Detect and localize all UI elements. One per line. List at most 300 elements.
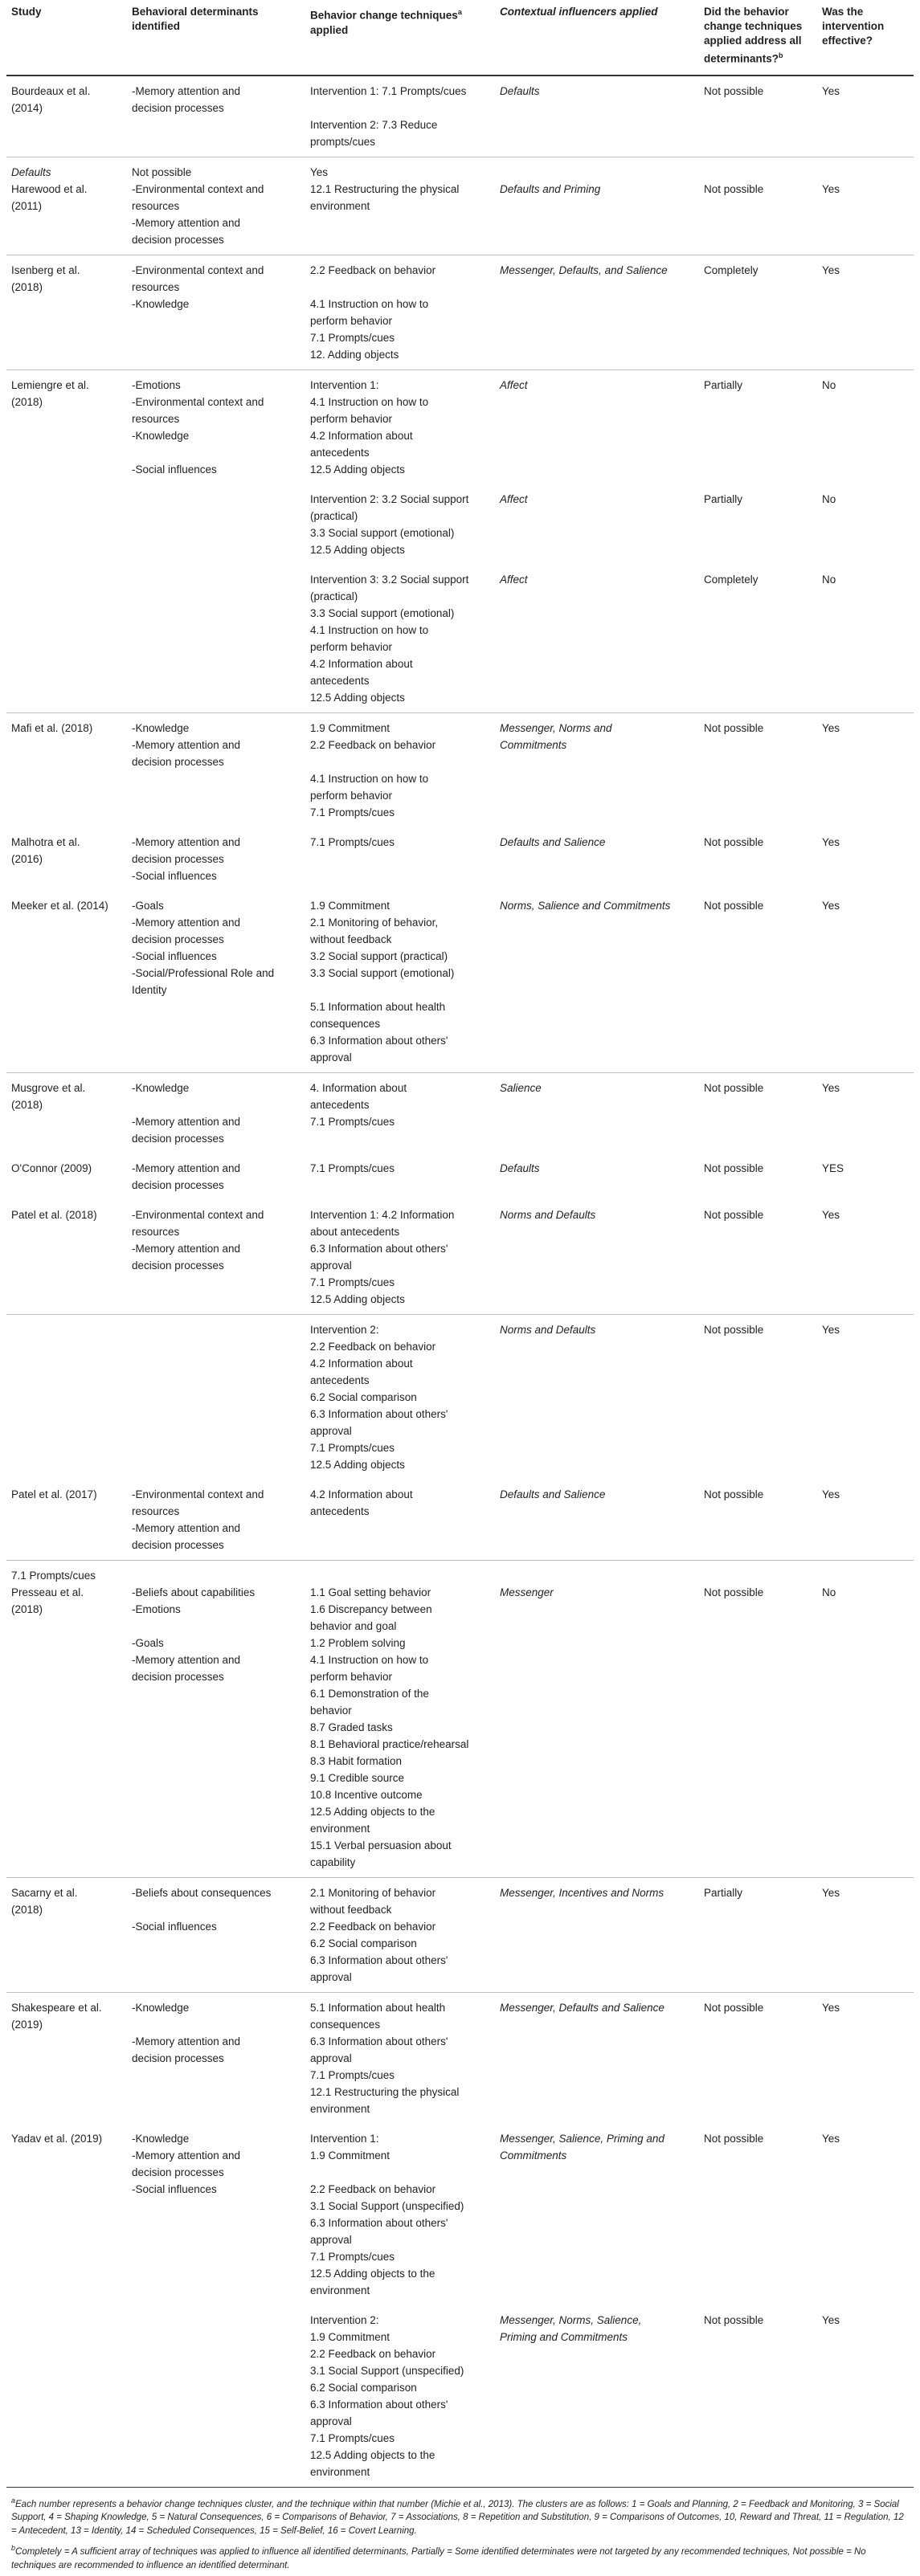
cell-line: about antecedents xyxy=(310,1225,400,1238)
table-row xyxy=(6,157,914,255)
cell-study xyxy=(6,157,127,255)
cell-line: YES xyxy=(822,1161,844,1174)
cell-study xyxy=(6,827,127,891)
cell-line: 5.1 Information about health xyxy=(310,2001,446,2014)
cell-effective xyxy=(817,255,914,369)
cell-line: Intervention 1: 7.1 Prompts/cues xyxy=(310,84,467,97)
cell-determinants xyxy=(127,157,305,255)
cell-line: 10.8 Incentive outcome xyxy=(310,1788,423,1801)
cell-line: Messenger, Incentives and Norms xyxy=(500,1886,664,1899)
cell-line: environment xyxy=(310,199,370,212)
cell-line xyxy=(132,1096,301,1113)
cell-line: antecedents xyxy=(310,1504,370,1517)
cell-line: resources xyxy=(132,199,180,212)
cell-line: 4.2 Information about xyxy=(310,657,413,670)
cell-line: (2018) xyxy=(11,1098,43,1111)
cell-line: perform behavior xyxy=(310,412,393,425)
cell-line: 7.1 Prompts/cues xyxy=(310,1161,395,1174)
cell-techniques xyxy=(305,157,495,255)
cell-effective xyxy=(817,1877,914,1992)
cell-line: resources xyxy=(132,280,180,293)
cell-line: Yes xyxy=(822,1081,840,1094)
cell-line: 3.3 Social support (emotional) xyxy=(310,606,455,619)
table-row xyxy=(6,2124,914,2305)
cell-line: approval xyxy=(310,2051,352,2064)
cell-line: 6.3 Information about others' xyxy=(310,2216,448,2229)
cell-study xyxy=(6,1072,127,1153)
cell-line: -Beliefs about consequences xyxy=(132,1886,272,1899)
footnotes xyxy=(6,2487,914,2574)
cell-study xyxy=(6,1153,127,1200)
cell-line: 12.5 Adding objects xyxy=(310,1458,405,1471)
cell-address xyxy=(699,1072,817,1153)
cell-line: Commitments xyxy=(500,738,567,751)
cell-line: decision processes xyxy=(132,233,224,246)
cell-line: 7.1 Prompts/cues xyxy=(310,1276,395,1288)
cell-line: Not possible xyxy=(704,2313,764,2326)
cell-line: 7.1 Prompts/cues xyxy=(310,2250,395,2263)
table-row xyxy=(6,1153,914,1200)
cell-line: 1.9 Commitment xyxy=(310,899,390,912)
header-address: Did the behavior change techniques applied address all determinants?$^b$ xyxy=(699,0,817,76)
table-row xyxy=(6,1314,914,1480)
cell-line xyxy=(822,164,909,181)
cell-line: Intervention 2: 7.3 Reduce xyxy=(310,118,438,131)
cell-line: (2018) xyxy=(11,395,43,408)
table-row xyxy=(6,1560,914,1877)
cell-line: antecedents xyxy=(310,674,370,687)
cell-line: 12. Adding objects xyxy=(310,348,399,361)
cell-line xyxy=(704,164,812,181)
cell-line: Affect xyxy=(500,573,528,586)
cell-effective xyxy=(817,484,914,565)
cell-line: Not possible xyxy=(704,1208,764,1221)
cell-line: Yadav et al. (2019) xyxy=(11,2132,103,2145)
cell-determinants xyxy=(127,369,305,484)
cell-line: -Knowledge xyxy=(132,429,190,442)
cell-techniques xyxy=(305,1877,495,1992)
cell-study xyxy=(6,1992,127,2124)
cell-techniques xyxy=(305,891,495,1073)
cell-line: 1.9 Commitment xyxy=(310,2330,390,2343)
cell-line: 5.1 Information about health xyxy=(310,1000,446,1013)
cell-line: 2.2 Feedback on behavior xyxy=(310,738,436,751)
cell-line: Not possible xyxy=(704,835,764,848)
cell-line: approval xyxy=(310,1259,352,1272)
cell-techniques xyxy=(305,1153,495,1200)
cell-line: 7.1 Prompts/cues xyxy=(310,2068,395,2081)
cell-line: Yes xyxy=(822,263,840,276)
cell-determinants xyxy=(127,1200,305,1315)
cell-line: Patel et al. (2017) xyxy=(11,1488,97,1500)
cell-line: -Beliefs about capabilities xyxy=(132,1586,256,1598)
cell-contextual xyxy=(495,712,699,827)
cell-line: Yes xyxy=(822,899,840,912)
cell-determinants xyxy=(127,1072,305,1153)
cell-line: -Goals xyxy=(132,1636,164,1649)
table-row xyxy=(6,891,914,1073)
cell-effective xyxy=(817,1314,914,1480)
cell-line: Commitments xyxy=(500,2149,567,2162)
cell-determinants xyxy=(127,565,305,713)
cell-line: Defaults xyxy=(500,1161,540,1174)
cell-contextual xyxy=(495,1153,699,1200)
cell-address xyxy=(699,484,817,565)
cell-address xyxy=(699,1200,817,1315)
cell-line xyxy=(310,1567,490,1584)
cell-effective xyxy=(817,1992,914,2124)
cell-line: -Emotions xyxy=(132,1602,181,1615)
cell-line: Sacarny et al. xyxy=(11,1886,78,1899)
cell-address xyxy=(699,2305,817,2487)
cell-line: Yes xyxy=(822,1488,840,1500)
cell-line: 4.1 Instruction on how to xyxy=(310,297,429,310)
cell-effective xyxy=(817,891,914,1073)
cell-study xyxy=(6,1480,127,1561)
cell-line: decision processes xyxy=(132,1178,224,1191)
cell-line: approval xyxy=(310,2415,352,2427)
cell-line: decision processes xyxy=(132,1259,224,1272)
cell-line: 6.3 Information about others' xyxy=(310,2035,448,2047)
cell-line: No xyxy=(822,573,836,586)
cell-techniques xyxy=(305,1200,495,1315)
cell-line: 3.1 Social Support (unspecified) xyxy=(310,2199,464,2212)
cell-line: Defaults and Salience xyxy=(500,835,606,848)
cell-techniques xyxy=(305,1072,495,1153)
cell-line: 6.2 Social comparison xyxy=(310,2381,417,2394)
footnote: $^b$Completely = A sufficient array of techniques was applied to influence all identified determinants, Partially = Some identified determinates were not targeted by any recommended techniques, Not possible = No techniques are recommended to influence an identified determinant. xyxy=(11,2544,866,2571)
footnote: $^a$Each number represents a behavior change techniques cluster, and the technique within that number (Michie et al., 2013). The clusters are as follows: 1 = Goals and Planning, 2 = Feedback and Monitoring, 3 = Social Support, 4 = Shaping Knowledge, 5 = Natural Consequences, 6 = Comparisons of Behavior, 7 = Associations, 8 = Repetition and Substitution, 9 = Comparisons of Outcomes, 10, Reward and Threat, 11 = Regulation, 12 = Antecedent, 13 = Identity, 14 = Scheduled Consequences, 15 = Self-Belief, 16 = Covert Learning. xyxy=(11,2496,904,2537)
cell-line: (2018) xyxy=(11,280,43,293)
study-table xyxy=(6,0,914,2487)
cell-line: environment xyxy=(310,1822,370,1835)
cell-address xyxy=(699,2124,817,2305)
cell-line: Yes xyxy=(822,2313,840,2326)
cell-line: decision processes xyxy=(132,2166,224,2178)
cell-effective xyxy=(817,1560,914,1877)
cell-line: 2.2 Feedback on behavior xyxy=(310,263,436,276)
cell-line: (2018) xyxy=(11,1602,43,1615)
cell-line: Not possible xyxy=(704,2132,764,2145)
table-row xyxy=(6,76,914,157)
cell-address xyxy=(699,1314,817,1480)
cell-line: 4.1 Instruction on how to xyxy=(310,395,429,408)
cell-line: -Memory attention and xyxy=(132,84,241,97)
cell-address xyxy=(699,1560,817,1877)
cell-contextual xyxy=(495,827,699,891)
cell-determinants xyxy=(127,484,305,565)
cell-contextual xyxy=(495,1480,699,1561)
cell-line xyxy=(132,1901,301,1918)
cell-line: (2014) xyxy=(11,101,43,114)
cell-line: Messenger, Defaults, and Salience xyxy=(500,263,668,276)
cell-line: 8.1 Behavioral practice/rehearsal xyxy=(310,1737,469,1750)
cell-line: 12.5 Adding objects xyxy=(310,463,405,476)
cell-line: 6.1 Demonstration of the xyxy=(310,1687,429,1700)
cell-line: 7.1 Prompts/cues xyxy=(310,2431,395,2444)
cell-study xyxy=(6,255,127,369)
cell-line: Defaults xyxy=(500,84,540,97)
cell-line: Yes xyxy=(822,182,840,195)
cell-line: 6.2 Social comparison xyxy=(310,1390,417,1403)
cell-line: -Knowledge xyxy=(132,721,190,734)
cell-line: 6.3 Information about others' xyxy=(310,1242,448,1255)
cell-line: Defaults and Salience xyxy=(500,1488,606,1500)
cell-line: Presseau et al. xyxy=(11,1586,84,1598)
cell-line: decision processes xyxy=(132,933,224,945)
cell-line: 7.1 Prompts/cues xyxy=(310,331,395,344)
cell-line: Partially xyxy=(704,378,743,391)
cell-contextual xyxy=(495,369,699,484)
cell-effective xyxy=(817,1153,914,1200)
cell-contextual xyxy=(495,484,699,565)
cell-line: Not possible xyxy=(704,182,764,195)
cell-techniques xyxy=(305,712,495,827)
cell-line: (2018) xyxy=(11,1903,43,1916)
cell-line: 12.5 Adding objects xyxy=(310,691,405,704)
cell-line xyxy=(310,2164,490,2181)
cell-line: environment xyxy=(310,2284,370,2296)
cell-line: 12.1 Restructuring the physical xyxy=(310,2085,460,2098)
cell-line: -Memory attention and xyxy=(132,1653,241,1666)
cell-line: -Social influences xyxy=(132,463,217,476)
cell-techniques xyxy=(305,827,495,891)
cell-line: Norms and Defaults xyxy=(500,1208,596,1221)
table-row xyxy=(6,827,914,891)
cell-line: -Memory attention and xyxy=(132,1161,241,1174)
cell-address xyxy=(699,1992,817,2124)
cell-contextual xyxy=(495,255,699,369)
cell-line: Norms and Defaults xyxy=(500,1323,596,1336)
cell-line: Musgrove et al. xyxy=(11,1081,86,1094)
cell-effective xyxy=(817,565,914,713)
cell-line: Malhotra et al. xyxy=(11,835,80,848)
cell-determinants xyxy=(127,1480,305,1561)
cell-determinants xyxy=(127,827,305,891)
cell-address xyxy=(699,76,817,157)
cell-line: Yes xyxy=(822,1886,840,1899)
cell-effective xyxy=(817,712,914,827)
cell-line: 4.2 Information about xyxy=(310,1357,413,1370)
cell-line: No xyxy=(822,492,836,505)
cell-line: perform behavior xyxy=(310,640,393,653)
cell-contextual xyxy=(495,2305,699,2487)
cell-line: decision processes xyxy=(132,755,224,768)
cell-line: decision processes xyxy=(132,1132,224,1145)
header-row xyxy=(6,0,914,76)
cell-line: (practical) xyxy=(310,509,358,522)
cell-techniques xyxy=(305,1480,495,1561)
cell-techniques xyxy=(305,1992,495,2124)
cell-line: -Memory attention and xyxy=(132,2035,241,2047)
cell-determinants xyxy=(127,1992,305,2124)
table-body xyxy=(6,76,914,2487)
cell-line: Lemiengre et al. xyxy=(11,378,89,391)
cell-address xyxy=(699,369,817,484)
cell-line: Yes xyxy=(822,835,840,848)
cell-determinants xyxy=(127,891,305,1073)
cell-line: 1.2 Problem solving xyxy=(310,1636,406,1649)
cell-study xyxy=(6,1200,127,1315)
cell-line: 7.1 Prompts/cues xyxy=(310,835,395,848)
cell-techniques xyxy=(305,1314,495,1480)
cell-line: Messenger, Norms, Salience, xyxy=(500,2313,642,2326)
cell-line: 4.1 Instruction on how to xyxy=(310,1653,429,1666)
table-row xyxy=(6,1480,914,1561)
cell-line: resources xyxy=(132,412,180,425)
cell-line: Identity xyxy=(132,983,167,996)
cell-study xyxy=(6,369,127,484)
cell-line: -Social influences xyxy=(132,869,217,882)
cell-techniques xyxy=(305,484,495,565)
cell-line: Not possible xyxy=(704,1323,764,1336)
cell-effective xyxy=(817,1072,914,1153)
cell-line xyxy=(310,100,490,116)
cell-line: 3.2 Social support (practical) xyxy=(310,949,448,962)
cell-line: Messenger, Defaults and Salience xyxy=(500,2001,664,2014)
cell-line: 3.3 Social support (emotional) xyxy=(310,526,455,539)
cell-line: Mafi et al. (2018) xyxy=(11,721,93,734)
cell-determinants xyxy=(127,2124,305,2305)
cell-line: 7.1 Prompts/cues xyxy=(310,1441,395,1454)
cell-line: without feedback xyxy=(310,1903,392,1916)
cell-study xyxy=(6,1560,127,1877)
cell-effective xyxy=(817,76,914,157)
cell-line: -Knowledge xyxy=(132,2001,190,2014)
cell-techniques xyxy=(305,565,495,713)
cell-line: 3.3 Social support (emotional) xyxy=(310,966,455,979)
cell-line: Affect xyxy=(500,378,528,391)
cell-determinants xyxy=(127,76,305,157)
cell-line: -Environmental context and xyxy=(132,395,264,408)
table-row xyxy=(6,1877,914,1992)
cell-line: Affect xyxy=(500,492,528,505)
cell-line: -Memory attention and xyxy=(132,1115,241,1128)
cell-line: 1.9 Commitment xyxy=(310,2149,390,2162)
cell-line: capability xyxy=(310,1855,356,1868)
cell-line: Not possible xyxy=(704,721,764,734)
cell-line: Yes xyxy=(822,2132,840,2145)
cell-line: O'Connor (2009) xyxy=(11,1161,92,1174)
cell-contextual xyxy=(495,565,699,713)
cell-contextual xyxy=(495,1072,699,1153)
cell-line: Not possible xyxy=(704,2001,764,2014)
cell-line xyxy=(132,1567,301,1584)
cell-line: 2.2 Feedback on behavior xyxy=(310,2182,436,2195)
cell-line: resources xyxy=(132,1225,180,1238)
cell-line: -Memory attention and xyxy=(132,1521,241,1534)
cell-line: Bourdeaux et al. xyxy=(11,84,91,97)
cell-study xyxy=(6,2124,127,2305)
cell-line: Yes xyxy=(822,1323,840,1336)
cell-line: 7.1 Prompts/cues xyxy=(310,1115,395,1128)
header-effective: Was the intervention effective? xyxy=(817,0,914,76)
cell-line: prompts/cues xyxy=(310,135,376,148)
cell-line: Harewood et al. xyxy=(11,182,88,195)
cell-line: 6.3 Information about others' xyxy=(310,1407,448,1420)
cell-line: No xyxy=(822,1586,836,1598)
header-contextual: Contextual influencers applied xyxy=(495,0,699,76)
cell-line: antecedents xyxy=(310,1098,370,1111)
cell-line: 8.7 Graded tasks xyxy=(310,1721,393,1733)
cell-line: -Social influences xyxy=(132,949,217,962)
cell-effective xyxy=(817,827,914,891)
table-row xyxy=(6,1072,914,1153)
cell-line: 6.3 Information about others' xyxy=(310,1034,448,1047)
cell-line: Intervention 2: xyxy=(310,1323,379,1336)
cell-line: antecedents xyxy=(310,446,370,459)
cell-determinants xyxy=(127,1877,305,1992)
cell-line: Not possible xyxy=(704,1586,764,1598)
table-row xyxy=(6,484,914,565)
cell-line: (2011) xyxy=(11,199,43,212)
cell-line: 2.2 Feedback on behavior xyxy=(310,1920,436,1933)
cell-effective xyxy=(817,369,914,484)
table-row xyxy=(6,369,914,484)
cell-line: Shakespeare et al. xyxy=(11,2001,102,2014)
table-row xyxy=(6,1200,914,1315)
header-determinants: Behavioral determinants identified xyxy=(127,0,305,76)
cell-line: Defaults xyxy=(11,165,51,178)
cell-line: Messenger, Salience, Priming and xyxy=(500,2132,664,2145)
cell-line: -Environmental context and xyxy=(132,1488,264,1500)
cell-line: -Environmental context and xyxy=(132,182,264,195)
cell-line: approval xyxy=(310,1424,352,1437)
cell-line: -Memory attention and xyxy=(132,835,241,848)
cell-contextual xyxy=(495,157,699,255)
cell-line: -Knowledge xyxy=(132,1081,190,1094)
cell-line: 1.1 Goal setting behavior xyxy=(310,1586,431,1598)
cell-line xyxy=(822,1567,909,1584)
cell-line: -Knowledge xyxy=(132,297,190,310)
table-row xyxy=(6,1992,914,2124)
cell-determinants xyxy=(127,1314,305,1480)
cell-line xyxy=(132,2016,301,2033)
cell-line: 12.1 Restructuring the physical xyxy=(310,182,460,195)
cell-line: 2.1 Monitoring of behavior, xyxy=(310,916,439,929)
cell-line: consequences xyxy=(310,2018,381,2031)
cell-line: 6.3 Information about others' xyxy=(310,1953,448,1966)
cell-study xyxy=(6,565,127,713)
cell-line: 7.1 Prompts/cues xyxy=(11,1569,96,1582)
cell-study xyxy=(6,484,127,565)
cell-line: antecedents xyxy=(310,1374,370,1386)
cell-line: environment xyxy=(310,2102,370,2115)
cell-line: Messenger, Norms and xyxy=(500,721,612,734)
cell-line: -Goals xyxy=(132,899,164,912)
cell-line: Not possible xyxy=(704,1161,764,1174)
cell-address xyxy=(699,157,817,255)
cell-line: Completely xyxy=(704,573,758,586)
cell-line: 12.5 Adding objects xyxy=(310,543,405,556)
cell-line: -Social/Professional Role and xyxy=(132,966,275,979)
cell-line: perform behavior xyxy=(310,1670,393,1683)
cell-line: Salience xyxy=(500,1081,542,1094)
cell-study xyxy=(6,891,127,1073)
cell-line: Not possible xyxy=(704,1081,764,1094)
cell-line: Yes xyxy=(822,721,840,734)
cell-line: -Social influences xyxy=(132,1920,217,1933)
cell-line: -Environmental context and xyxy=(132,263,264,276)
cell-line: -Emotions xyxy=(132,378,181,391)
cell-contextual xyxy=(495,1560,699,1877)
cell-line: 6.2 Social comparison xyxy=(310,1937,417,1949)
cell-line xyxy=(310,982,490,998)
cell-line: 2.2 Feedback on behavior xyxy=(310,1340,436,1353)
cell-address xyxy=(699,255,817,369)
cell-line: Priming and Commitments xyxy=(500,2330,628,2343)
cell-line: Partially xyxy=(704,492,743,505)
